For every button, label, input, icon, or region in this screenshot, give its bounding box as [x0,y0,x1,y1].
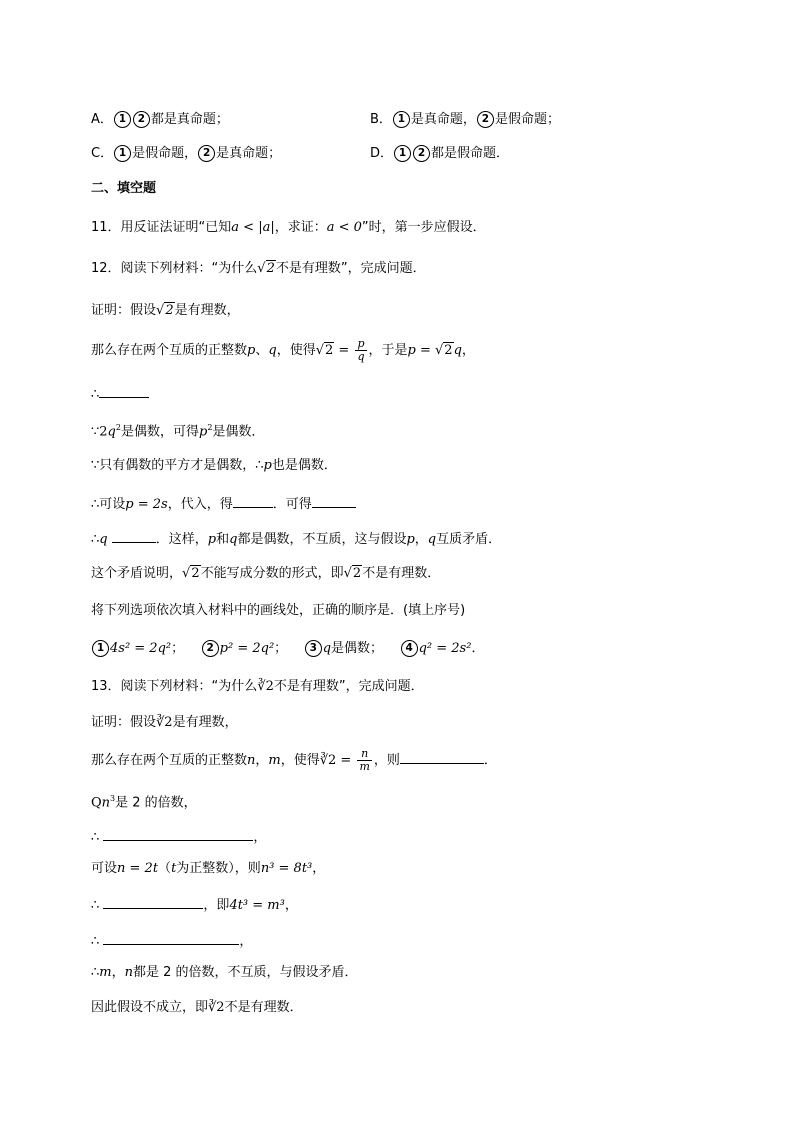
option-c: C． 1 是假命题， 2 是真命题； [91,146,282,161]
answer-blank[interactable] [400,748,484,764]
sqrt-expression: √2 = [315,343,354,358]
question-12-because-1: $\because 2q^2$是偶数，可得$p^2$是偶数． [91,423,265,440]
fraction: $\frac{n}{m}$ [359,747,370,773]
option-d: D． 1 2 都是假命题． [370,146,510,161]
question-13-therefore-blank-3: ∴ ， [91,929,252,952]
question-12-therefore-blank: ∴ [91,382,149,405]
circled-2: 2 [413,145,430,162]
question-13-proof-start: 证明：假设∛2是有理数， [91,715,238,730]
answer-blank[interactable] [112,527,156,543]
option-b: B． 1 是真命题， 2 是假命题； [370,112,560,127]
question-12-contradiction: ∴q ．这样，p和q都是偶数，不互质，这与假设p，q互质矛盾． [91,527,501,550]
question-13-final: 因此假设不成立，即∛2不是有理数． [91,1000,303,1015]
question-13-mn-multiples: ∴m，n都是 2 的倍数，不互质，与假设矛盾． [91,965,358,980]
answer-blank[interactable] [99,382,149,398]
answer-blank[interactable] [103,825,253,841]
math-expression: a < |a| [231,220,275,235]
question-12-choices: 1 4s² = 2q²； 2 p² = 2q²； 3 q是偶数； 4 q² = 2s²． [91,639,484,659]
circled-4: 4 [401,640,418,657]
circled-2: 2 [198,145,215,162]
circled-2: 2 [202,640,219,657]
circled-2: 2 [133,111,150,128]
answer-blank[interactable] [103,893,203,909]
section-title: 二、填空题 [91,181,157,196]
question-11: 11．用反证法证明“已知a < |a|，求证：a < 0”时，第一步应假设． [91,220,486,235]
fraction: $\frac{p}{q}$ [357,337,365,363]
circled-1: 1 [393,111,410,128]
cube-root-expression: ∛2 [208,1000,225,1015]
question-12-instruction: 将下列选项依次填入材料中的画线处，正确的顺序是．(填上序号) [91,603,466,618]
answer-blank[interactable] [312,492,356,508]
cube-root-expression: ∛2 [156,715,173,730]
question-12-stem: 12．阅读下列材料：“为什么√2不是有理数”，完成问题． [91,261,426,276]
question-13-stem: 13．阅读下列材料：“为什么∛2不是有理数”，完成问题． [91,679,424,694]
question-12-line3: 那么存在两个互质的正整数p、q，使得√2 = $\frac{p}{q}$ ，于是p = √2q， [91,337,475,363]
circled-1: 1 [92,640,109,657]
question-13-set: 可设n = 2t（t为正整数），则n³ = 8t³， [91,861,326,876]
question-12-substitute: ∴可设p = 2s，代入，得 ．可得 [91,492,356,515]
question-13-therefore-blank-2: ∴ ，即4t³ = m³， [91,893,298,916]
sqrt-expression: √2 [257,261,275,276]
question-13-therefore-blank-1: ∴ ， [91,825,266,848]
circled-1: 1 [394,145,411,162]
question-12-proof-start: 证明：假设√2是有理数， [91,303,240,318]
question-13-line3: 那么存在两个互质的正整数n，m，使得∛2 = $\frac{n}{m}$ ，则 ． [91,747,497,773]
math-expression: a < 0 [326,220,362,235]
question-12-conclusion: 这个矛盾说明，√2不能写成分数的形式，即√2不是有理数． [91,566,441,581]
sqrt-expression: √2 [156,303,174,318]
circled-1: 1 [114,145,131,162]
answer-blank[interactable] [233,492,273,508]
option-a: A． 1 2 都是真命题； [91,112,229,127]
cube-root-expression: ∛2 [257,679,274,694]
answer-blank[interactable] [103,929,239,945]
question-12-because-2: ∵只有偶数的平方才是偶数，∴p也是偶数． [91,458,337,473]
question-13-q-line: Qn$^3$是 2 的倍数， [91,794,197,811]
circled-2: 2 [477,111,494,128]
circled-1: 1 [114,111,131,128]
circled-3: 3 [305,640,322,657]
